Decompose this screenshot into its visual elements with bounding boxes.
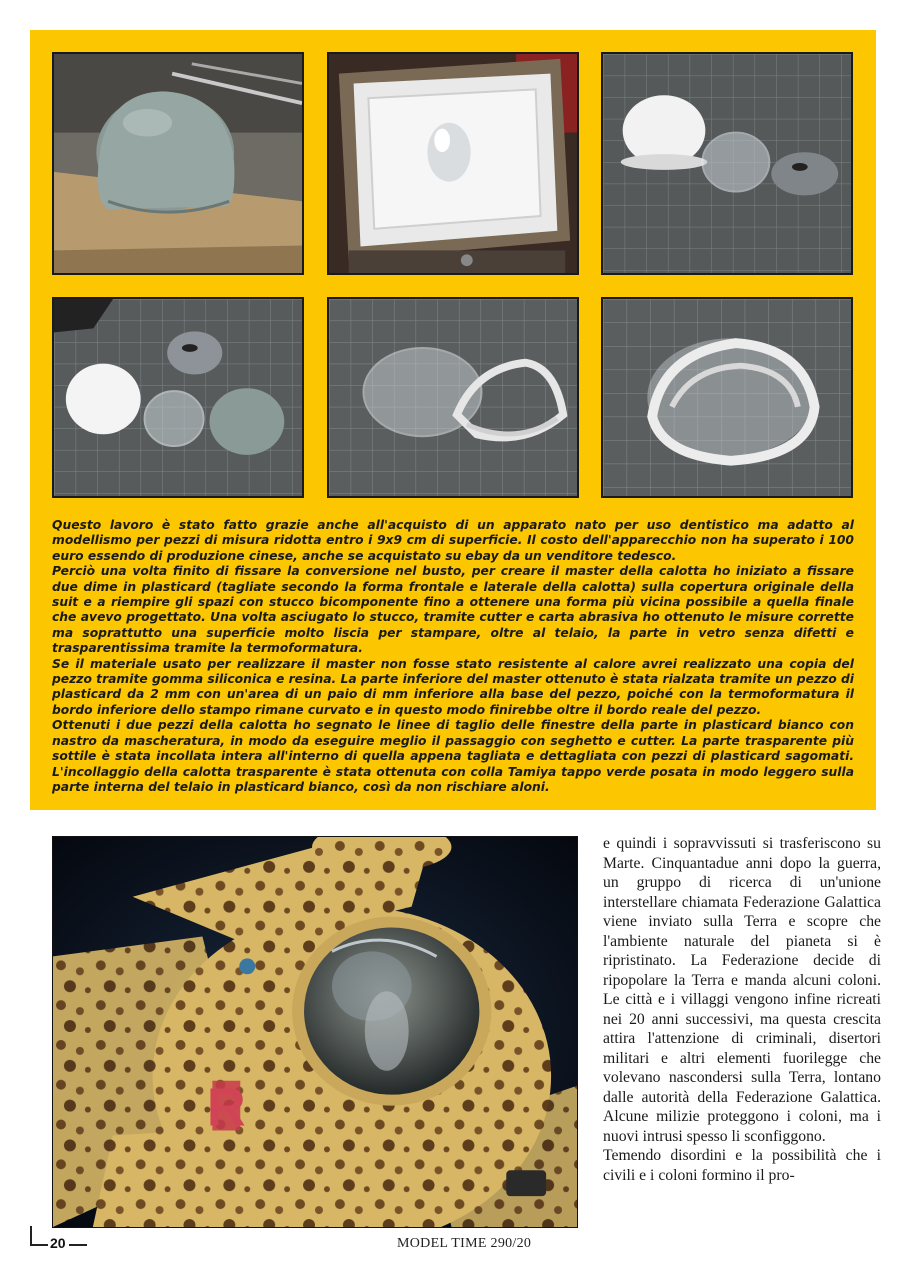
photo-thermoforming-machine	[327, 52, 579, 275]
body-text-column	[603, 834, 881, 1185]
body-paragraph: Temendo disordini e la possibilità che i civili e i coloni formino il pro-	[603, 1147, 881, 1184]
caption-paragraph: Ottenuti i due pezzi della calotta ho segnato le linee di taglio delle finestre della parte in plasticard bianco con nastro da mascheratura, in modo da eseguire meglio il passaggio con seghetto e cutter. La parte trasparente più sottile è stata incollata intera all'interno di quella appena tagliata e dettagliata con pezzi di plasticard sagomati. L'incollaggio della calotta trasparente è stata ottenuta con colla Tamiya tappo verde posata in modo leggero sulla parte interna del telaio in plasticard bianco, così da non rischiare aloni.	[52, 718, 854, 794]
page-number-rule	[69, 1244, 87, 1246]
footer-rule	[30, 1244, 48, 1246]
caption-paragraph: Se il materiale usato per realizzare il master non fosse stato resistente al calore avrei realizzato una copia del pezzo tramite gomma siliconica e resina. La parte inferiore del master ottenuto è stata rialzata tramite un pezzo di plasticard da 2 mm con un'area di un paio di mm inferiore alla base del pezzo, poiché con la termoformatura il bordo inferiore dello stampo rimane curvato e in questo modo finirebbe oltre il bordo reale del pezzo.	[52, 656, 854, 717]
suit-marking-letter: R	[206, 1077, 246, 1138]
photo-canopy-assembled	[601, 297, 853, 498]
magazine-issue: MODEL TIME 290/20	[397, 1236, 532, 1251]
main-photo-suit-model	[52, 836, 578, 1228]
photo-parts-comparison	[52, 297, 304, 498]
photo-canopy-frame-cut	[327, 297, 579, 498]
caption-paragraph: Perciò una volta finito di fissare la conversione nel busto, per creare il master della calotta ho iniziato a fissare due dime in plasticard (tagliate secondo la forma frontale e laterale della calotta) sulla copertura originale della suit e a riempire gli spazi con stucco bicomponente fino a ottenere una forma più vicina possibile a quella finale che avevo progettato. Una volta asciugato lo stucco, tramite cutter e carta abrasiva ho ottenuto le misure corrette ma soprattutto una superficie molto liscia per stampare, oltre al telaio, la parte in vetro senza difetti e trasparentissima tramite la termoformatura.	[52, 564, 854, 656]
photo-parts-on-mat	[601, 52, 853, 275]
caption-text	[52, 518, 854, 795]
page-number: 20	[50, 1235, 66, 1251]
body-paragraph: e quindi i sopravvissuti si trasferiscono su Marte. Cinquantadue anni dopo la guerra, un gruppo di ricerca di un'unione interstellare chiamata Federazione Galattica viene inviato sulla Terra e scopre che l'ambiente naturale del pianeta si è ripristinato. La Federazione decide di ripopolare la Terra e manda alcuni coloni. Le città e i villaggi vengono infine ricreati nei 20 anni successivi, ma questa crescita attira l'attenzione di criminali, disertori militari e altri elementi fuorilegge che volevano nascondersi sulla Terra, lontano dalle autorità della Federazione Galattica. Alcune milizie proteggono i coloni, ma i nuovi intrusi spesso li sconfiggono.	[603, 835, 881, 1145]
footer-corner-rule	[30, 1226, 32, 1245]
caption-paragraph: Questo lavoro è stato fatto grazie anche all'acquisto di un apparato nato per uso dentistico ma adatto al modellismo per pezzi di misura ridotta entro i 9x9 cm di superficie. Il costo dell'apparecchio non ha superato i 100 euro essendo di produzione cinese, anche se acquistato su ebay da un venditore tedesco.	[52, 518, 854, 563]
photo-putty-master	[52, 52, 304, 275]
